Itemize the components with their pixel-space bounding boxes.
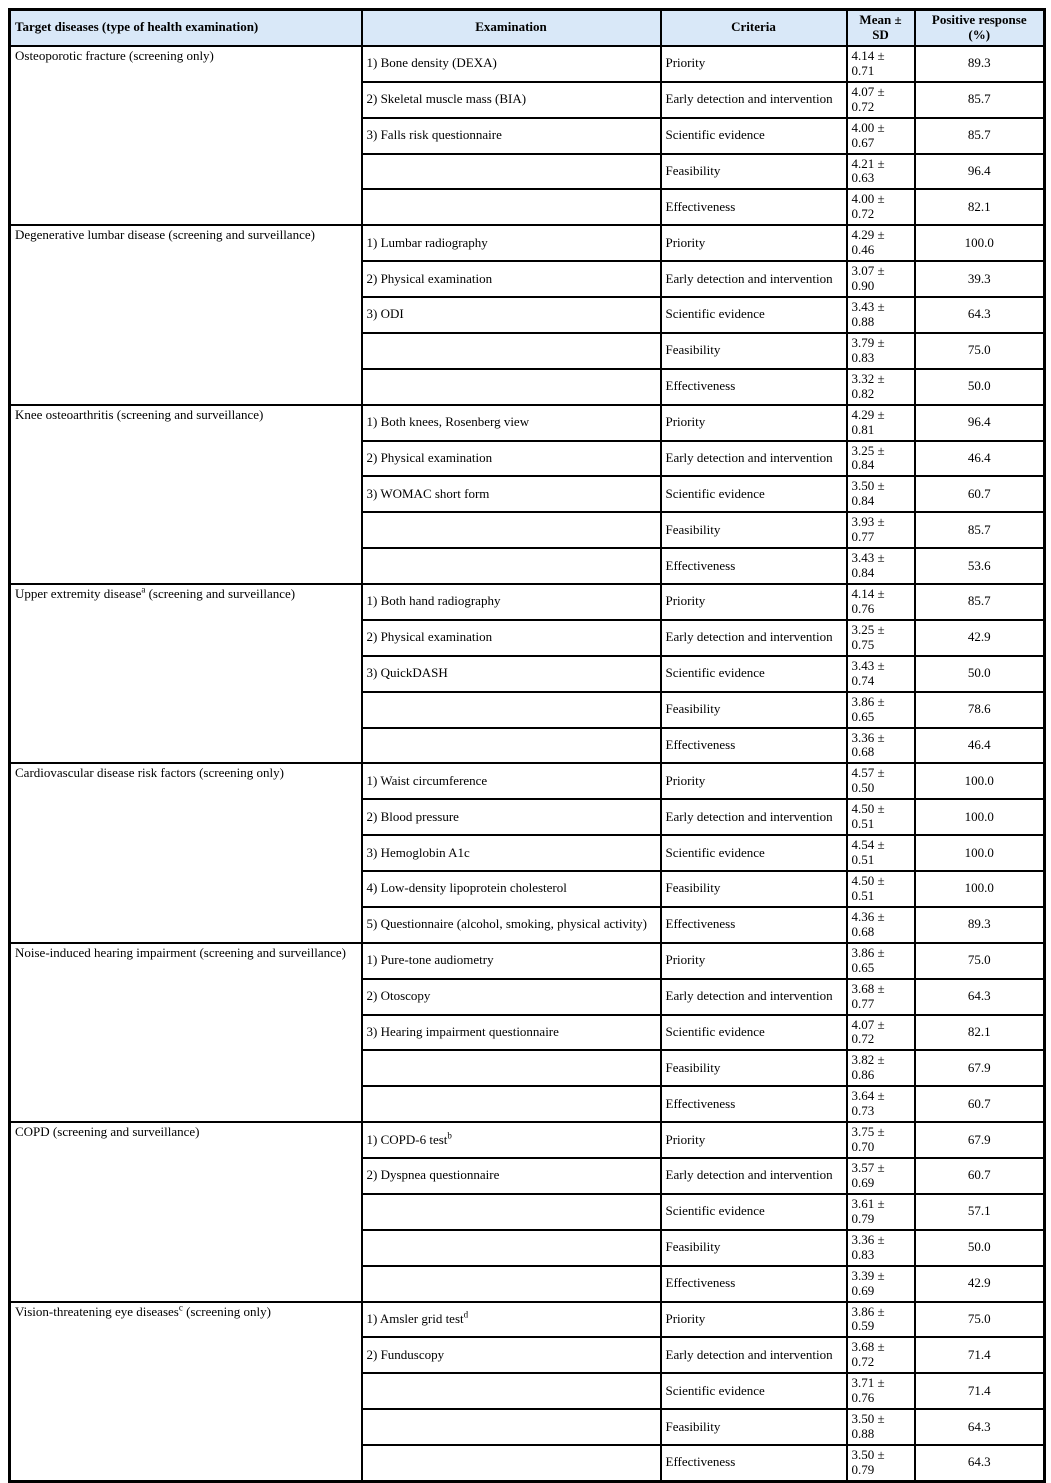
examination-cell xyxy=(362,943,661,979)
criteria-cell: Priority xyxy=(661,584,847,620)
positive-response-cell: 67.9 xyxy=(915,1122,1045,1158)
examination-label: 1) Both hand radiography xyxy=(366,593,501,609)
criteria-cell: Priority xyxy=(661,225,847,261)
criteria-cell: Feasibility xyxy=(661,1230,847,1266)
column-header-examination: Examination xyxy=(362,10,661,46)
positive-response-cell: 96.4 xyxy=(915,405,1045,441)
examination-cell xyxy=(362,333,661,369)
positive-response-cell: 82.1 xyxy=(915,1015,1045,1051)
disease-footnote-marker: c xyxy=(178,1302,183,1313)
positive-response-cell: 64.3 xyxy=(915,979,1045,1015)
mean-sd-cell: 4.29 ± 0.46 xyxy=(847,225,915,261)
examination-label: 3) ODI xyxy=(366,306,404,322)
examination-cell xyxy=(362,1122,661,1158)
delphi-results-table xyxy=(8,8,1046,1483)
table-row xyxy=(10,584,1045,620)
positive-response-cell: 100.0 xyxy=(915,225,1045,261)
examination-label: 1) Amsler grid test xyxy=(366,1310,464,1326)
criteria-cell: Effectiveness xyxy=(661,189,847,225)
positive-response-cell: 89.3 xyxy=(915,46,1045,82)
criteria-cell: Effectiveness xyxy=(661,907,847,943)
examination-label: 2) Dyspnea questionnaire xyxy=(366,1167,500,1183)
positive-response-cell: 100.0 xyxy=(915,871,1045,907)
positive-response-cell: 50.0 xyxy=(915,369,1045,405)
examination-cell xyxy=(362,548,661,584)
table-row xyxy=(10,943,1045,979)
criteria-cell: Scientific evidence xyxy=(661,835,847,871)
table-row xyxy=(10,46,1045,82)
criteria-cell: Feasibility xyxy=(661,1409,847,1445)
criteria-cell: Effectiveness xyxy=(661,1445,847,1481)
criteria-cell: Feasibility xyxy=(661,333,847,369)
criteria-cell: Early detection and intervention xyxy=(661,1337,847,1373)
examination-label: 2) Physical examination xyxy=(366,629,493,645)
criteria-cell: Scientific evidence xyxy=(661,1373,847,1409)
examination-label: 3) QuickDASH xyxy=(366,665,448,681)
header-row xyxy=(10,10,1045,46)
positive-response-cell: 71.4 xyxy=(915,1337,1045,1373)
examination-cell xyxy=(362,835,661,871)
examination-cell xyxy=(362,1086,661,1122)
examination-cell xyxy=(362,1194,661,1230)
examination-label: 1) Waist circumference xyxy=(366,772,488,788)
mean-sd-cell: 4.54 ± 0.51 xyxy=(847,835,915,871)
criteria-cell: Early detection and intervention xyxy=(661,1158,847,1194)
examination-label: 2) Blood pressure xyxy=(366,808,459,824)
positive-response-cell: 75.0 xyxy=(915,943,1045,979)
positive-response-cell: 100.0 xyxy=(915,799,1045,835)
examination-cell xyxy=(362,979,661,1015)
mean-sd-cell: 4.50 ± 0.51 xyxy=(847,871,915,907)
mean-sd-cell: 4.21 ± 0.63 xyxy=(847,154,915,190)
disease-cell xyxy=(10,405,362,584)
criteria-cell: Effectiveness xyxy=(661,1266,847,1302)
disease-name: Cardiovascular disease risk factors (screening only) xyxy=(15,765,284,781)
positive-response-cell: 50.0 xyxy=(915,1230,1045,1266)
examination-cell xyxy=(362,154,661,190)
disease-cell xyxy=(10,225,362,404)
examination-footnote-marker: b xyxy=(447,1130,452,1141)
mean-sd-cell: 4.14 ± 0.76 xyxy=(847,584,915,620)
examination-cell xyxy=(362,799,661,835)
mean-sd-cell: 3.32 ± 0.82 xyxy=(847,369,915,405)
mean-sd-cell: 4.00 ± 0.72 xyxy=(847,189,915,225)
mean-sd-cell: 3.86 ± 0.65 xyxy=(847,692,915,728)
disease-name: Upper extremity disease xyxy=(15,586,142,601)
positive-response-cell: 60.7 xyxy=(915,476,1045,512)
examination-cell xyxy=(362,225,661,261)
examination-cell xyxy=(362,1230,661,1266)
criteria-cell: Effectiveness xyxy=(661,1086,847,1122)
mean-sd-cell: 3.36 ± 0.68 xyxy=(847,728,915,764)
mean-sd-cell: 4.07 ± 0.72 xyxy=(847,82,915,118)
mean-sd-cell: 3.82 ± 0.86 xyxy=(847,1050,915,1086)
table-row xyxy=(10,1302,1045,1338)
mean-sd-cell: 4.07 ± 0.72 xyxy=(847,1015,915,1051)
positive-response-cell: 89.3 xyxy=(915,907,1045,943)
examination-cell xyxy=(362,46,661,82)
criteria-cell: Feasibility xyxy=(661,692,847,728)
positive-response-cell: 67.9 xyxy=(915,1050,1045,1086)
column-header-positive-response: Positive response (%) xyxy=(915,10,1045,46)
mean-sd-cell: 3.36 ± 0.83 xyxy=(847,1230,915,1266)
positive-response-cell: 85.7 xyxy=(915,118,1045,154)
criteria-cell: Scientific evidence xyxy=(661,118,847,154)
column-header-criteria: Criteria xyxy=(661,10,847,46)
column-header-mean-sd: Mean ± SD xyxy=(847,10,915,46)
disease-name: COPD (screening and surveillance) xyxy=(15,1124,200,1140)
disease-name: Noise-induced hearing impairment (screening and surveillance) xyxy=(15,944,347,960)
examination-label: 5) Questionnaire (alcohol, smoking, physical activity) xyxy=(366,916,648,932)
examination-cell xyxy=(362,692,661,728)
positive-response-cell: 75.0 xyxy=(915,333,1045,369)
positive-response-cell: 42.9 xyxy=(915,620,1045,656)
criteria-cell: Feasibility xyxy=(661,154,847,190)
disease-name: Osteoporotic fracture (screening only) xyxy=(15,47,214,63)
criteria-cell: Early detection and intervention xyxy=(661,82,847,118)
criteria-cell: Early detection and intervention xyxy=(661,979,847,1015)
table-header xyxy=(10,10,1045,46)
examination-label: 1) Bone density (DEXA) xyxy=(366,55,497,71)
examination-label: 4) Low-density lipoprotein cholesterol xyxy=(366,880,567,896)
criteria-cell: Effectiveness xyxy=(661,548,847,584)
mean-sd-cell: 3.25 ± 0.84 xyxy=(847,441,915,477)
table-row xyxy=(10,225,1045,261)
positive-response-cell: 64.3 xyxy=(915,297,1045,333)
disease-cell xyxy=(10,1302,362,1482)
examination-cell xyxy=(362,584,661,620)
criteria-cell: Scientific evidence xyxy=(661,656,847,692)
mean-sd-cell: 3.64 ± 0.73 xyxy=(847,1086,915,1122)
examination-footnote-marker: d xyxy=(463,1309,469,1320)
positive-response-cell: 50.0 xyxy=(915,656,1045,692)
criteria-cell: Priority xyxy=(661,763,847,799)
positive-response-cell: 100.0 xyxy=(915,835,1045,871)
examination-label: 3) Hearing impairment questionnaire xyxy=(366,1023,559,1039)
examination-cell xyxy=(362,1373,661,1409)
criteria-cell: Priority xyxy=(661,1122,847,1158)
examination-cell xyxy=(362,261,661,297)
mean-sd-cell: 3.93 ± 0.77 xyxy=(847,512,915,548)
disease-name-suffix: (screening and surveillance) xyxy=(145,586,296,601)
disease-footnote-marker: a xyxy=(141,584,146,595)
examination-cell xyxy=(362,1302,661,1338)
examination-label: 2) Funduscopy xyxy=(366,1346,445,1362)
examination-cell xyxy=(362,405,661,441)
positive-response-cell: 53.6 xyxy=(915,548,1045,584)
positive-response-cell: 85.7 xyxy=(915,512,1045,548)
positive-response-cell: 75.0 xyxy=(915,1302,1045,1338)
positive-response-cell: 60.7 xyxy=(915,1158,1045,1194)
mean-sd-cell: 4.36 ± 0.68 xyxy=(847,907,915,943)
mean-sd-cell: 3.43 ± 0.84 xyxy=(847,548,915,584)
positive-response-cell: 39.3 xyxy=(915,261,1045,297)
mean-sd-cell: 3.75 ± 0.70 xyxy=(847,1122,915,1158)
criteria-cell: Early detection and intervention xyxy=(661,441,847,477)
table-row xyxy=(10,1122,1045,1158)
examination-label: 2) Skeletal muscle mass (BIA) xyxy=(366,91,527,107)
disease-cell xyxy=(10,763,362,942)
examination-label: 1) COPD-6 test xyxy=(366,1131,448,1147)
criteria-cell: Feasibility xyxy=(661,871,847,907)
criteria-cell: Effectiveness xyxy=(661,369,847,405)
positive-response-cell: 78.6 xyxy=(915,692,1045,728)
examination-label: 3) Hemoglobin A1c xyxy=(366,844,470,860)
disease-name-suffix: (screening only) xyxy=(182,1303,271,1319)
mean-sd-cell: 4.00 ± 0.67 xyxy=(847,118,915,154)
table-row xyxy=(10,763,1045,799)
mean-sd-cell: 3.61 ± 0.79 xyxy=(847,1194,915,1230)
examination-label: 1) Both knees, Rosenberg view xyxy=(366,414,530,430)
mean-sd-cell: 4.29 ± 0.81 xyxy=(847,405,915,441)
mean-sd-cell: 3.86 ± 0.65 xyxy=(847,943,915,979)
positive-response-cell: 85.7 xyxy=(915,82,1045,118)
criteria-cell: Priority xyxy=(661,46,847,82)
examination-cell xyxy=(362,1050,661,1086)
positive-response-cell: 100.0 xyxy=(915,763,1045,799)
examination-cell xyxy=(362,728,661,764)
mean-sd-cell: 3.50 ± 0.88 xyxy=(847,1409,915,1445)
mean-sd-cell: 3.50 ± 0.79 xyxy=(847,1445,915,1481)
criteria-cell: Early detection and intervention xyxy=(661,261,847,297)
criteria-cell: Effectiveness xyxy=(661,728,847,764)
positive-response-cell: 46.4 xyxy=(915,441,1045,477)
examination-cell xyxy=(362,297,661,333)
positive-response-cell: 57.1 xyxy=(915,1194,1045,1230)
examination-cell xyxy=(362,620,661,656)
examination-cell xyxy=(362,1158,661,1194)
mean-sd-cell: 3.86 ± 0.59 xyxy=(847,1302,915,1338)
examination-cell xyxy=(362,441,661,477)
column-header-target-diseases: Target diseases (type of health examination) xyxy=(10,10,362,46)
criteria-cell: Early detection and intervention xyxy=(661,620,847,656)
examination-cell xyxy=(362,763,661,799)
criteria-cell: Scientific evidence xyxy=(661,297,847,333)
disease-cell xyxy=(10,584,362,763)
positive-response-cell: 64.3 xyxy=(915,1445,1045,1481)
mean-sd-cell: 3.79 ± 0.83 xyxy=(847,333,915,369)
mean-sd-cell: 3.68 ± 0.77 xyxy=(847,979,915,1015)
examination-cell xyxy=(362,512,661,548)
examination-label: 1) Pure-tone audiometry xyxy=(366,952,494,968)
mean-sd-cell: 4.50 ± 0.51 xyxy=(847,799,915,835)
examination-cell xyxy=(362,656,661,692)
positive-response-cell: 71.4 xyxy=(915,1373,1045,1409)
examination-cell xyxy=(362,871,661,907)
examination-cell xyxy=(362,118,661,154)
disease-name: Degenerative lumbar disease (screening and surveillance) xyxy=(15,227,315,243)
mean-sd-cell: 3.71 ± 0.76 xyxy=(847,1373,915,1409)
criteria-cell: Early detection and intervention xyxy=(661,799,847,835)
examination-label: 3) Falls risk questionnaire xyxy=(366,127,502,143)
disease-cell xyxy=(10,46,362,225)
examination-cell xyxy=(362,82,661,118)
examination-cell xyxy=(362,476,661,512)
disease-name: Vision-threatening eye diseases xyxy=(15,1303,179,1319)
positive-response-cell: 42.9 xyxy=(915,1266,1045,1302)
mean-sd-cell: 3.25 ± 0.75 xyxy=(847,620,915,656)
examination-cell xyxy=(362,1266,661,1302)
criteria-cell: Scientific evidence xyxy=(661,476,847,512)
criteria-cell: Priority xyxy=(661,943,847,979)
examination-cell xyxy=(362,1015,661,1051)
criteria-cell: Feasibility xyxy=(661,512,847,548)
criteria-cell: Priority xyxy=(661,405,847,441)
table-row xyxy=(10,405,1045,441)
mean-sd-cell: 3.57 ± 0.69 xyxy=(847,1158,915,1194)
criteria-cell: Scientific evidence xyxy=(661,1015,847,1051)
mean-sd-cell: 3.43 ± 0.74 xyxy=(847,656,915,692)
examination-cell xyxy=(362,1337,661,1373)
positive-response-cell: 46.4 xyxy=(915,728,1045,764)
disease-name: Knee osteoarthritis (screening and surveillance) xyxy=(15,406,264,422)
examination-label: 3) WOMAC short form xyxy=(366,485,490,501)
mean-sd-cell: 3.50 ± 0.84 xyxy=(847,476,915,512)
mean-sd-cell: 3.39 ± 0.69 xyxy=(847,1266,915,1302)
positive-response-cell: 64.3 xyxy=(915,1409,1045,1445)
disease-cell xyxy=(10,1122,362,1301)
positive-response-cell: 82.1 xyxy=(915,189,1045,225)
criteria-cell: Scientific evidence xyxy=(661,1194,847,1230)
examination-label: 2) Physical examination xyxy=(366,270,493,286)
examination-cell xyxy=(362,189,661,225)
mean-sd-cell: 4.14 ± 0.71 xyxy=(847,46,915,82)
examination-cell xyxy=(362,907,661,943)
examination-label: 1) Lumbar radiography xyxy=(366,234,488,250)
table-body xyxy=(10,46,1045,1482)
examination-cell xyxy=(362,1445,661,1481)
mean-sd-cell: 3.68 ± 0.72 xyxy=(847,1337,915,1373)
examination-label: 2) Otoscopy xyxy=(366,988,431,1004)
disease-cell xyxy=(10,943,362,1122)
examination-cell xyxy=(362,369,661,405)
examination-cell xyxy=(362,1409,661,1445)
positive-response-cell: 96.4 xyxy=(915,154,1045,190)
mean-sd-cell: 4.57 ± 0.50 xyxy=(847,763,915,799)
examination-label: 2) Physical examination xyxy=(366,449,493,465)
mean-sd-cell: 3.07 ± 0.90 xyxy=(847,261,915,297)
criteria-cell: Feasibility xyxy=(661,1050,847,1086)
positive-response-cell: 85.7 xyxy=(915,584,1045,620)
mean-sd-cell: 3.43 ± 0.88 xyxy=(847,297,915,333)
positive-response-cell: 60.7 xyxy=(915,1086,1045,1122)
criteria-cell: Priority xyxy=(661,1302,847,1338)
